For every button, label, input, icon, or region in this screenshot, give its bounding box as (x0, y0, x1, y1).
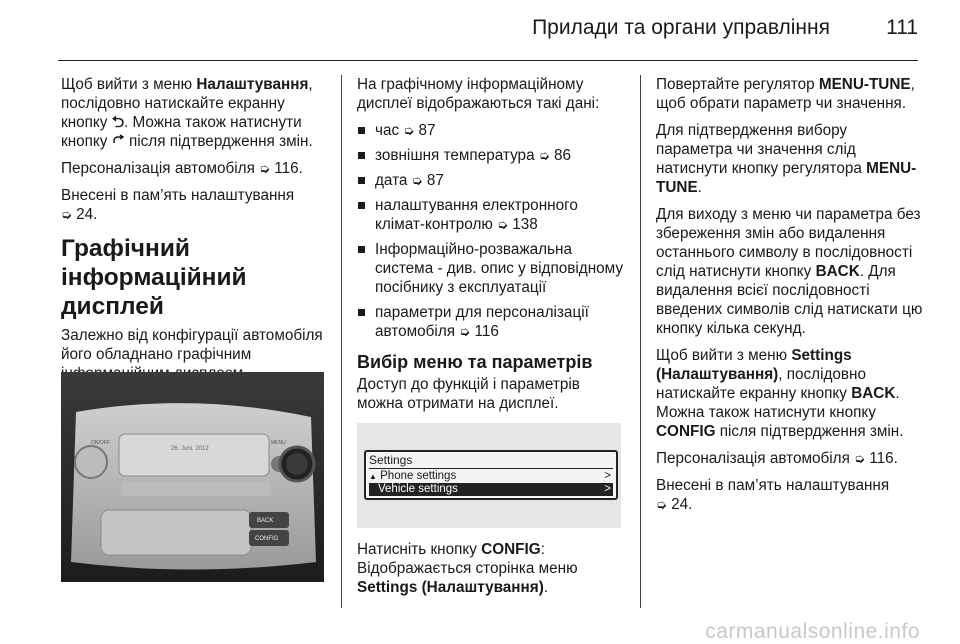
back-button-paragraph: Для виходу з меню чи параметра без збереження змін або видалення останнього символу в послідовності слід натиснути кнопку BACK. Для видалення всієї послідовності введених символів слід натискати цю кнопку кілька секунд. (656, 206, 923, 337)
screen-title: Settings (369, 453, 413, 467)
list-item: Інформаційно-розважальна система - див. опис у відповідному посібнику з експлуатації (357, 240, 627, 297)
list-item: параметри для персоналізації автомобіля ➭ 116 (357, 303, 627, 341)
personalization-reference: Персоналізація автомобіля ➭ 116. (61, 160, 303, 177)
column-1 (61, 75, 331, 391)
confirm-selection-paragraph: Для підтвердження вибору параметра чи значення слід натиснути кнопку регулятора MENU-TUNE. (656, 122, 917, 196)
list-item: зовнішня температура ➭ 86 (357, 146, 627, 165)
page-header-title: Прилади та органи управління (532, 16, 830, 39)
back-key-label: BACK (257, 518, 274, 524)
screen-date: 26. Juni. 2012 (171, 446, 209, 452)
exit-settings-paragraph: Щоб вийти з меню Settings (Налаштування), послідовно натискайте екранну кнопку BACK. Можна також натиснути кнопку CONFIG після підтвердження змін. (656, 347, 904, 440)
page-number: 111 (886, 16, 918, 39)
saved-settings-reference: Внесені в пам’ять налаштування ➭ 24. (61, 187, 295, 223)
page-reference-icon: ➭ (459, 324, 471, 339)
menu-access-paragraph: Доступ до функцій і параметрів можна отримати на дисплеї. (357, 376, 580, 412)
chevron-right-icon: > (604, 470, 611, 482)
graphic-display-intro: Залежно від конфігурації автомобіля його обладнано графічним (61, 327, 323, 363)
screen-divider (369, 468, 613, 469)
personalization-reference: Персоналізація автомобіля ➭ 116. (656, 450, 898, 467)
page-reference-icon: ➭ (259, 161, 271, 176)
column-2 (357, 75, 627, 421)
settings-screen-figure (357, 423, 621, 528)
section-heading-graphic-display: Графічний інформаційний дисплей (61, 235, 247, 320)
page-reference-icon: ➭ (411, 173, 423, 188)
column-divider (640, 75, 641, 608)
list-item: час ➭ 87 (357, 121, 627, 140)
back-arrow-icon: ⮌ (111, 114, 124, 131)
column-2-bottom (357, 540, 627, 605)
column-divider (341, 75, 342, 608)
confirm-icon (112, 132, 125, 151)
saved-settings-reference: Внесені в пам’ять налаштування ➭ 24. (656, 477, 890, 513)
page-reference-icon: ➭ (854, 451, 866, 466)
page-reference-icon: ➭ (403, 123, 415, 138)
phone-settings-item[interactable]: ▲ Phone settings > (369, 470, 611, 482)
screen-right-label: MENU (271, 440, 286, 446)
rotate-knob-paragraph: Повертайте регулятор MENU-TUNE, щоб обрати параметр чи значення. (656, 76, 915, 112)
settings-screen (364, 450, 618, 500)
display-data-list (357, 121, 627, 341)
list-item: дата ➭ 87 (357, 171, 627, 190)
screen-left-label: ON/OFF (91, 440, 110, 446)
dashboard-photo (61, 372, 324, 582)
up-arrow-icon: ▲ (369, 472, 377, 481)
exit-menu-paragraph: Щоб вийти з меню Налаштування, послідовно натискайте екранну кнопку ⮌. Можна також натиснути кнопку після підтвердження змін. (61, 76, 313, 150)
page-reference-icon: ➭ (61, 207, 72, 222)
page-reference-icon: ➭ (497, 217, 509, 232)
page-reference-icon: ➭ (538, 148, 550, 163)
header-divider (58, 60, 918, 61)
page-reference-icon: ➭ (656, 497, 667, 512)
watermark: carmanualsonline.info (705, 620, 920, 643)
config-key-label: CONFIG (255, 536, 279, 542)
chevron-right-icon: > (604, 483, 611, 495)
vehicle-settings-item[interactable]: Vehicle settings > (369, 483, 613, 496)
column-3 (656, 75, 926, 522)
display-intro: На графічному інформаційному дисплеї відображаються такі дані: (357, 76, 600, 112)
press-config-paragraph: Натисніть кнопку CONFIG: Відображається сторінка меню Settings (Налаштування). (357, 541, 578, 596)
section-heading-menu-selection: Вибір меню та параметрів (357, 352, 593, 372)
list-item: налаштування електронного клімат-контролю ➭ 138 (357, 196, 627, 234)
